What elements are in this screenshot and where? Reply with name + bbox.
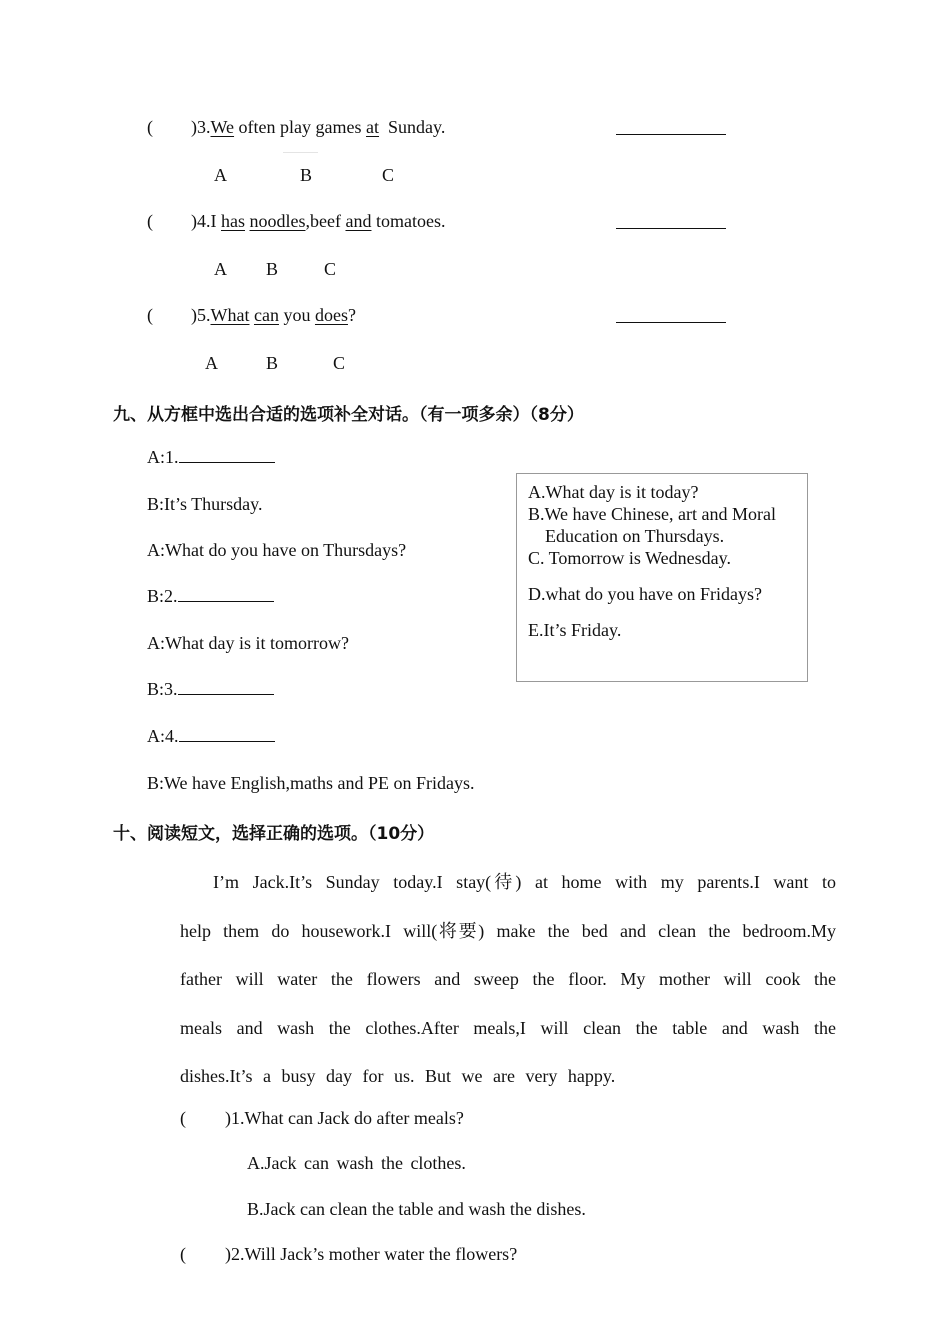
option-b: B.We have Chinese, art and Moral: [528, 504, 776, 524]
answer-paren-open: (: [180, 1244, 186, 1264]
underlined-word: noodles: [249, 211, 306, 231]
reading-passage: [180, 858, 836, 1101]
answer-blank[interactable]: [178, 587, 274, 602]
answer-paren-open: (: [147, 117, 153, 137]
dialogue-line: A:What day is it tomorrow?: [147, 633, 349, 653]
answer-blank[interactable]: [178, 680, 274, 695]
dialogue-line: B:2.: [147, 586, 274, 607]
choice-letter: C: [333, 353, 346, 373]
dialogue-line: B:We have English,maths and PE on Fridays.: [147, 773, 475, 793]
answer-paren-open: (: [147, 305, 153, 325]
underlined-word: We: [210, 117, 235, 137]
question-text: )2.Will Jack’s mother water the flowers?: [225, 1244, 518, 1264]
choice-letter: C: [382, 165, 395, 185]
question-number: 4.: [197, 211, 211, 231]
sentence-text: you: [278, 305, 315, 325]
dialogue-line: A:4.: [147, 726, 275, 747]
underlined-word: and: [345, 211, 372, 231]
choice-letter: B: [266, 259, 279, 279]
choice-letter: C: [324, 259, 337, 279]
options-box: [516, 473, 808, 682]
option-c: C. Tomorrow is Wednesday.: [528, 548, 731, 568]
option-a: A.What day is it today?: [528, 482, 699, 502]
correction-blank[interactable]: [616, 134, 726, 135]
option-b-cont: Education on Thursdays.: [545, 526, 725, 546]
correction-blank[interactable]: [616, 228, 726, 229]
question-number: 3.: [197, 117, 211, 137]
option-d: D.what do you have on Fridays?: [528, 584, 762, 604]
sentence-text: often play games: [234, 117, 367, 137]
section-heading: 九、从方框中选出合适的选项补全对话。（有一项多余）（8分）: [113, 405, 584, 425]
dialogue-line: A:1.: [147, 447, 275, 468]
sentence-text: ,beef: [305, 211, 346, 231]
dialogue-line: B:It’s Thursday.: [147, 494, 263, 514]
choice-letter: B: [266, 353, 279, 373]
sentence-text: tomatoes.: [371, 211, 446, 231]
option-e: E.It’s Friday.: [528, 620, 622, 640]
correction-blank[interactable]: [616, 322, 726, 323]
answer-paren-close: ): [191, 305, 197, 325]
choice-letter: A: [205, 353, 218, 373]
section-heading: 十、阅读短文，选择正确的选项。（10分）: [113, 824, 435, 844]
choice-letter: A: [214, 259, 227, 279]
question-text: [191, 305, 356, 326]
underlined-word: has: [221, 211, 245, 231]
question-number: 5.: [197, 305, 211, 325]
choice-letter: A: [214, 165, 227, 185]
answer-paren-open: (: [180, 1108, 186, 1128]
underlined-word: does: [314, 305, 348, 325]
divider: [283, 152, 318, 153]
underlined-word: What: [210, 305, 250, 325]
passage-text: I’m Jack.It’s Sunday today.I stay(待) at home with my parents.I want to help them do housework.I will(将要) make the bed and clean the bedroom.My father will water the flowers and sweep the floor. My mother will cook the meals and wash the clothes.After meals,I will clean the table and wash the dishes.It’s a busy day for us. But we are very happy.: [180, 872, 836, 1086]
choice-b: B.Jack can clean the table and wash the dishes.: [247, 1199, 586, 1219]
answer-paren-close: ): [191, 211, 197, 231]
answer-blank[interactable]: [179, 448, 275, 463]
answer-paren-close: ): [191, 117, 197, 137]
sentence-text: Sunday.: [379, 117, 446, 137]
choice-a: A.Jack can wash the clothes.: [247, 1153, 466, 1173]
question-text: [191, 211, 445, 232]
dialogue-line: A:What do you have on Thursdays?: [147, 540, 407, 560]
question-text: [191, 117, 445, 138]
sentence-text: I: [210, 211, 221, 231]
choice-letter: B: [300, 165, 313, 185]
dialogue-line: B:3.: [147, 679, 274, 700]
answer-blank[interactable]: [179, 727, 275, 742]
underlined-word: at: [366, 117, 380, 137]
answer-paren-open: (: [147, 211, 153, 231]
underlined-word: can: [253, 305, 279, 325]
question-text: )1.What can Jack do after meals?: [225, 1108, 464, 1128]
sentence-text: ?: [347, 305, 356, 325]
